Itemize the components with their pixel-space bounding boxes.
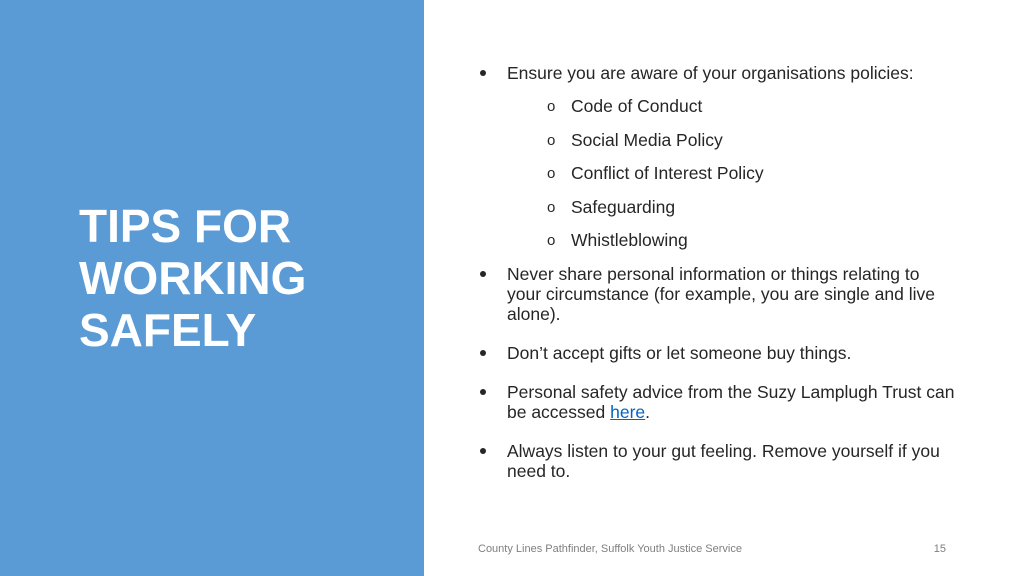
sub-item-label: Safeguarding — [571, 196, 676, 217]
sub-item-social-media-policy — [507, 130, 956, 150]
sub-item-label: Code of Conduct — [571, 96, 703, 116]
slide-title: TIPS FOR WORKING SAFELY — [79, 200, 307, 356]
bullet-text: Ensure you are aware of your organisations policies: — [507, 63, 914, 83]
sub-item-whistleblowing — [507, 230, 956, 250]
sub-item-label: Conflict of Interest Policy — [571, 163, 764, 183]
sub-item-label: Social Media Policy — [571, 129, 723, 150]
bullet-text: Don’t accept gifts or let someone buy things. — [507, 342, 852, 363]
bullet-dot-icon — [480, 389, 486, 395]
suzy-lamplugh-trust-link[interactable]: here — [610, 401, 646, 422]
bullet-dot-icon — [480, 350, 486, 356]
bullet-item-personal-information — [476, 264, 956, 324]
bullet-item-policies — [476, 63, 956, 250]
hollow-circle-bullet-icon: o — [547, 165, 556, 182]
sub-item-label: Whistleblowing — [571, 230, 688, 250]
sub-item-conflict-of-interest-policy — [507, 163, 956, 183]
bullet-item-gifts — [476, 343, 956, 363]
bullet-dot-icon — [480, 70, 486, 76]
sub-item-safeguarding — [507, 197, 956, 217]
footer-text: County Lines Pathfinder, Suffolk Youth Justice Service — [478, 543, 742, 555]
title-panel — [0, 0, 424, 576]
bullet-list — [476, 63, 956, 481]
page-number: 15 — [933, 543, 946, 555]
hollow-circle-bullet-icon: o — [547, 232, 556, 249]
bullet-dot-icon — [480, 271, 486, 277]
sub-item-code-of-conduct — [507, 96, 956, 116]
hollow-circle-bullet-icon: o — [547, 131, 556, 149]
hollow-circle-bullet-icon: o — [547, 198, 556, 216]
bullet-text: Personal safety advice from the Suzy Lamplugh Trust can be accessed — [507, 381, 955, 422]
bullet-item-gut-feeling — [476, 441, 956, 481]
bullet-text-end: . — [645, 401, 651, 422]
bullet-item-safety-advice — [476, 382, 956, 422]
policy-sub-list — [507, 96, 956, 250]
hollow-circle-bullet-icon: o — [547, 98, 556, 115]
bullet-text: Never share personal information or things relating to your circumstance (for example, you are single and live alone). — [507, 263, 935, 324]
bullet-text: Always listen to your gut feeling. Remove yourself if you need to. — [507, 440, 940, 481]
bullet-dot-icon — [480, 448, 486, 454]
